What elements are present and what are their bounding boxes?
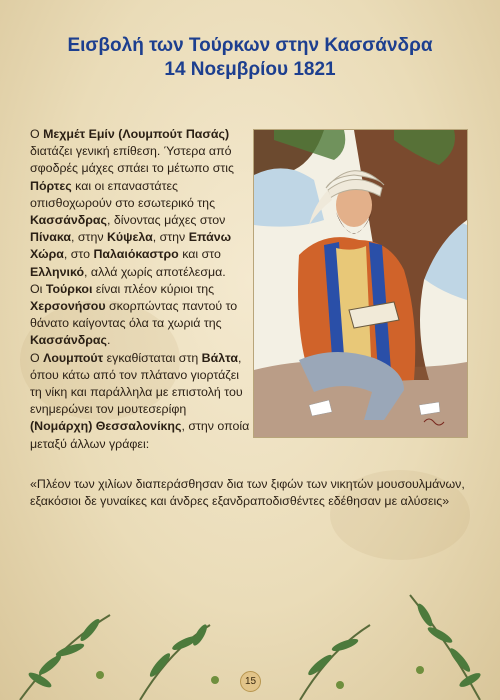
bold-run: Κύψελα xyxy=(106,230,153,245)
paragraph-3 xyxy=(30,351,249,451)
bold-run: Παλαιόκαστρο xyxy=(93,247,179,262)
text-run: σκορπώντας παντού το θάνατο καίγοντας όλα τα χωριά της xyxy=(30,299,238,331)
bold-run: Βάλτα xyxy=(201,350,238,365)
text-run: , αλλά χωρίς αποτέλεσμα. xyxy=(84,264,226,279)
title-line-1: Εισβολή των Τούρκων στην Κασσάνδρα xyxy=(67,35,433,56)
body-text xyxy=(30,126,252,453)
page-title xyxy=(0,34,500,82)
text-run: Ο xyxy=(30,127,44,141)
bold-run: Κασσάνδρας xyxy=(30,333,107,348)
painting-illustration xyxy=(253,129,468,438)
letter-quote: «Πλέον των χιλίων διαπεράσθησαν δια των ξιφών των νικητών μουσουλμάνων, εξακόσιοι δε γυναίκες και άνδρες εξανδραποδισθέντες εδέθησαν με αλύσεις» xyxy=(30,477,465,509)
bold-run: Χερσονήσου xyxy=(30,299,106,314)
text-run: , δίνοντας μάχες στον xyxy=(106,213,226,228)
text-run: , στην xyxy=(71,230,107,245)
bold-run: Τούρκοι xyxy=(45,281,93,296)
bold-run: Ελληνικό xyxy=(30,264,85,279)
text-run: , όπου κάτω από τον πλάτανο γιορτάζει τη νίκη και παράλληλα με επιστολή του ενημερώνει τον μουτεσερίφη xyxy=(30,350,243,417)
text-run: , στο xyxy=(63,247,94,262)
paragraph-2 xyxy=(30,282,237,348)
bold-run: Μεχμέτ Εμίν (Λουμπούτ Πασάς) xyxy=(43,127,230,141)
bold-run: Κασσάνδρας xyxy=(30,213,107,228)
bold-run: Πίνακα xyxy=(30,230,72,245)
bold-run: Λουμπούτ xyxy=(43,350,104,365)
title-line-2: 14 Νοεμβρίου 1821 xyxy=(164,59,336,80)
bold-run: (Νομάρχη) Θεσσαλονίκης xyxy=(30,419,182,434)
paragraph-1 xyxy=(30,127,234,279)
text-run: Οι xyxy=(30,281,46,296)
text-run: είναι πλέον κύριοι της xyxy=(92,281,215,296)
bold-run: Πόρτες xyxy=(30,178,72,193)
text-run: Ο xyxy=(30,350,44,365)
text-run: εγκαθίσταται στη xyxy=(103,350,202,365)
text-run: και οι επαναστάτες οπισθοχωρούν στο εσωτερικό της xyxy=(30,178,216,210)
text-run: και στο xyxy=(178,247,221,262)
painting-icon xyxy=(254,130,467,437)
bold-run: Επάνω Χώρα xyxy=(30,230,232,262)
text-run: , στην xyxy=(152,230,189,245)
text-run: , στην οποία μεταξύ άλλων γράφει: xyxy=(30,419,250,451)
page-number-badge: 15 xyxy=(240,671,261,692)
text-run: διατάζει γενική επίθεση. Ύστερα από σφοδρές μάχες σπάει το μέτωπο στις xyxy=(30,144,235,176)
text-run: . xyxy=(106,333,111,348)
